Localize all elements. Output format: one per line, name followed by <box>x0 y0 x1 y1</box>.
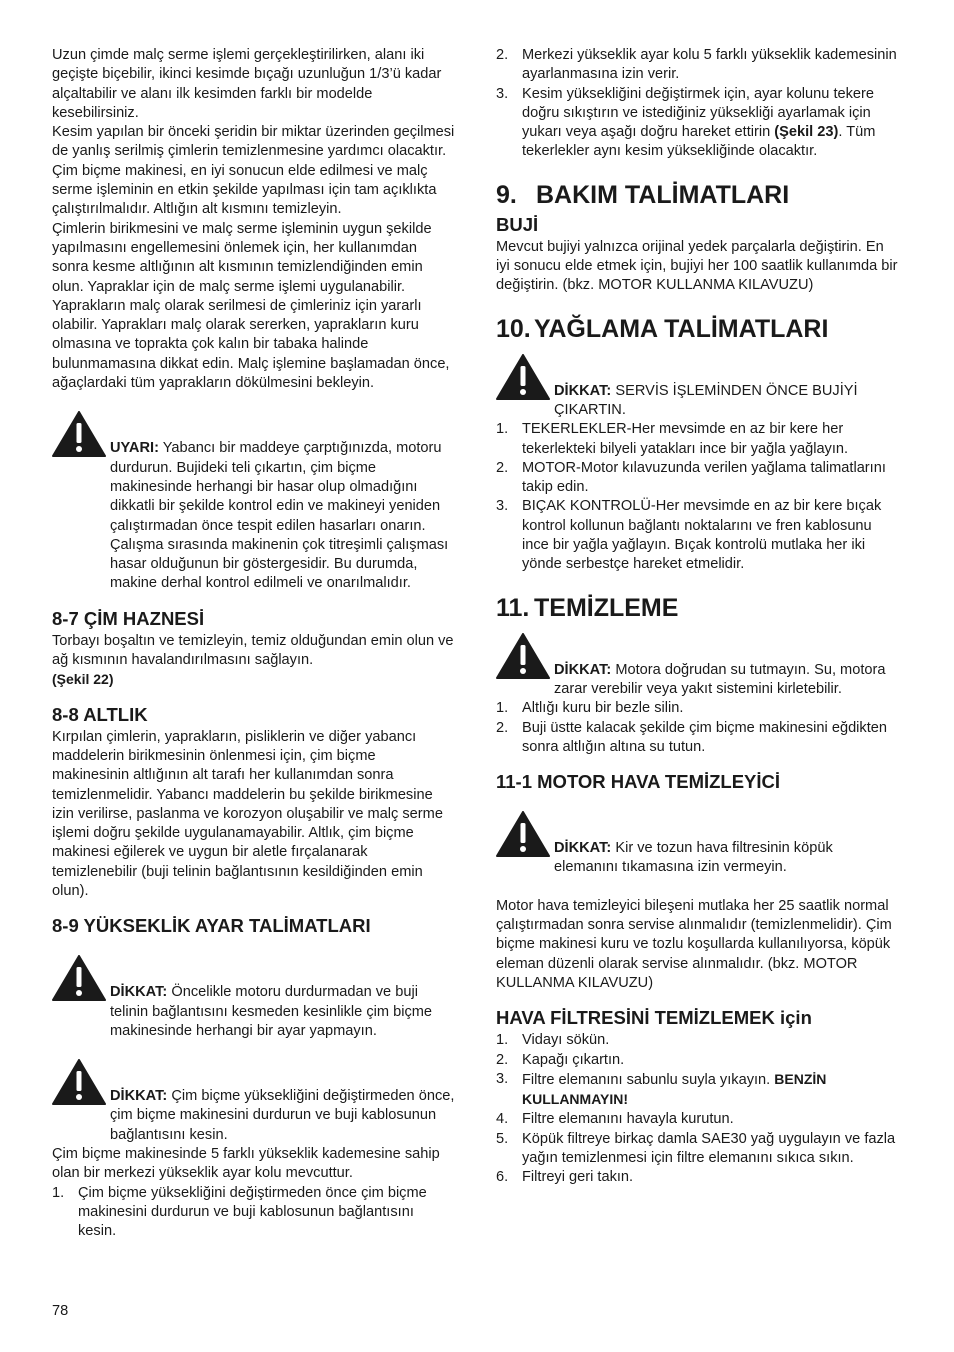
paragraph-deck: Kırpılan çimlerin, yaprakların, pisliklerin ve diğer yabancı maddelerin birikmesinin önlenmesi için, çim biçme makinesinin altlığının alt tarafı her kullanımdan sonra temizlenmelidir. Yabancı maddelerin bu şekilde birikmesine izin verilirse, paslanma ve korozyon oluşabilir ve malç serme işlemi doğru şekilde uygulanamayabilir. Altlık, çim biçme makinesi eğilerek ve uygun bir aletle fırçalanarak temizlenebilir (buji telinin bağlantısının kesildiğinden emin olun). <box>52 728 443 899</box>
warning-label: DİKKAT: <box>554 382 612 399</box>
warning-block-dikkat-2 <box>52 1059 456 1145</box>
warning-block-dikkat-4 <box>496 633 900 700</box>
warning-triangle-icon <box>52 1059 106 1105</box>
paragraph-long-grass: Uzun çimde malç serme işlemi gerçekleştirilirken, alanı iki geçişte biçebilir, ikinci kesimde bıçağı uzunluğun 1/3’ü kadar alçaltabilir ve alanı ilk kesimden farklı bir modelde kesebilirsiniz. <box>52 47 442 121</box>
filter-cleaning-list <box>496 1031 900 1187</box>
list-item: 2. Merkezi yükseklik ayar kolu 5 farklı yükseklik kademesinin ayarlanmasına izin verir. <box>496 47 897 83</box>
paragraph-air-cleaner: Motor hava temizleyici bileşeni mutlaka her 25 saatlik normal çalıştırmadan sonra servise alınmalıdır (temizlenmelidir). Çim biçme makinesi kuru ve tozlu koşullarda kullanılıyorsa, köpük eleman düzenli olarak servise alınmalıdır. (bkz. MOTOR KULLANMA KILAVUZU) <box>496 897 892 991</box>
no-petrol-warning: BENZİN KULLANMAYIN! <box>522 1070 827 1108</box>
chapter-heading-10: 10. YAĞLAMA TALİMATLARI <box>496 314 829 343</box>
height-steps-list <box>52 1184 456 1242</box>
height-steps-list-continued <box>496 46 900 162</box>
right-column <box>496 46 900 1188</box>
paragraph-leaves: Çimlerin birikmesini ve malç serme işleminin uygun şekilde yapılmasını engellemesini önlemek için, her kullanımdan sonra kesme altlığının alt kısmının temizlendiğinden emin olun. Yapraklar için de malç serme işlemi uygulanabilir. Yaprakların malç olarak serilmesi de çimleriniz için yararlı olabilir. Yaprakları malç olarak sererken, yaprakların kuru olmasına ve toprakta çok kalın bir tabaka halinde bulunmamasına dikkat edin. Malç işlemine başlamadan önce, ağaçlardaki tüm yaprakların dökülmesini bekleyin. <box>52 220 450 392</box>
section-heading-buji: BUJİ <box>496 213 539 235</box>
list-item: 2. Kapağı çıkartın. <box>496 1051 625 1068</box>
warning-block-uyari <box>52 411 456 593</box>
list-item: 3. Kesim yüksekliğini değiştirmek için, ayar kolunu tekere doğru sıkıştırın ve istediğiniz yüksekliği ayarlamak için yukarı veya aşağı doğru hareket ettirin (Şekil 23). Tüm tekerlekler aynı kesim yüksekliğinde olacaktır. <box>496 85 876 160</box>
warning-text: Yabancı bir maddeye çarptığınızda, motoru durdurun. Bujideki teli çıkartın, çim biçme makinesinde herhangi bir hasar olup olmadığını dikkatli bir şekilde kontrol edin ve makineyi yeniden çalıştırmadan önce tespit edilen hasarları onarın. Çalışma sırasında makinenin çok titreşimli çalışması hasar olduğunun bir göstergesidir. Bu durumda, makine derhal kontrol edilmeli ve onarılmalıdır. <box>110 440 449 592</box>
figure-reference: (Şekil 23) <box>774 124 839 141</box>
warning-block-dikkat-3 <box>496 354 900 421</box>
paragraph-grass-bag: Torbayı boşaltın ve temizleyin, temiz olduğundan emin olun ve ağ kısmının havalandırılmasını sağlayın. <box>52 632 454 669</box>
warning-triangle-icon <box>52 411 106 457</box>
warning-block-dikkat-5 <box>496 811 900 878</box>
warning-text: Kir ve tozun hava filtresinin köpük elemanını tıkamasına izin vermeyin. <box>554 840 833 876</box>
paragraph-spark-plug: Mevcut bujiyi yalnızca orijinal yedek parçalarla değiştirin. En iyi sonucu elde etmek için, bujiyi her 100 saatlik kullanımda bir değiştirin. (bkz. MOTOR KULLANMA KILAVUZU) <box>496 238 898 294</box>
warning-text: Öncelikle motoru durdurmadan ve buji telinin bağlantısını kesmeden kesinlikle çim biçme makinesinde herhangi bir ayar yapmayın. <box>110 984 433 1039</box>
warning-label: UYARI: <box>110 440 159 457</box>
section-heading-filter-cleaning: HAVA FİLTRESİNİ TEMİZLEMEK için <box>496 1007 812 1029</box>
page-number: 78 <box>52 1303 69 1319</box>
chapter-heading-9: 9. BAKIM TALİMATLARI <box>496 180 790 209</box>
warning-label: DİKKAT: <box>110 984 168 1001</box>
warning-triangle-icon <box>496 811 550 857</box>
cleaning-list <box>496 699 900 757</box>
warning-label: DİKKAT: <box>554 840 612 857</box>
list-item: 1. Vidayı sökün. <box>496 1032 610 1049</box>
list-item: 6. Filtreyi geri takın. <box>496 1169 634 1186</box>
list-item: 1. Altlığı kuru bir bezle silin. <box>496 700 684 717</box>
section-heading-8-9: 8-9 YÜKSEKLİK AYAR TALİMATLARI <box>52 915 371 937</box>
warning-triangle-icon <box>52 955 106 1001</box>
list-item: 4. Filtre elemanını havayla kurutun. <box>496 1111 734 1128</box>
list-item: 2. Buji üstte kalacak şekilde çim biçme makinesini eğdikten sonra altlığın altına su tutun. <box>496 719 888 755</box>
list-item: 3. Filtre elemanını sabunlu suyla yıkayın. BENZİN KULLANMAYIN! <box>496 1070 827 1108</box>
section-heading-11-1: 11-1 MOTOR HAVA TEMİZLEYİCİ <box>496 771 781 793</box>
warning-block-dikkat-1 <box>52 955 456 1041</box>
warning-text: Çim biçme yüksekliğini değiştirmeden önce, çim biçme makinesini durdurun ve buji kablosunun bağlantısını kesin. <box>110 1088 455 1143</box>
section-heading-8-7: 8-7 ÇİM HAZNESİ <box>52 607 205 629</box>
warning-triangle-icon <box>496 354 550 400</box>
warning-text: Motora doğrudan su tutmayın. Su, motora zarar verebilir veya yakıt sistemini kirletebilir. <box>554 661 886 697</box>
warning-triangle-icon <box>496 633 550 679</box>
list-item: 1. Çim biçme yüksekliğini değiştirmeden önce çim biçme makinesini durdurun ve buji kablosunun bağlantısını kesin. <box>52 1184 427 1240</box>
paragraph-height-lever: Çim biçme makinesinde 5 farklı yükseklik kademesine sahip olan bir merkezi yükseklik ayar kolu mevcuttur. <box>52 1146 440 1182</box>
warning-label: DİKKAT: <box>554 661 612 678</box>
lubrication-list <box>496 420 900 574</box>
figure-reference: (Şekil 22) <box>52 671 114 688</box>
section-heading-8-8: 8-8 ALTLIK <box>52 703 148 725</box>
list-item: 2. MOTOR-Motor kılavuzunda verilen yağlama talimatlarını takip edin. <box>496 459 886 496</box>
list-item: 1. TEKERLEKLER-Her mevsimde en az bir kere her tekerlekteki bilyeli yatakları ince bir yağla yağlayın. <box>496 421 849 457</box>
warning-label: DİKKAT: <box>110 1088 168 1105</box>
paragraph-overlap: Kesim yapılan bir önceki şeridin bir miktar üzerinden geçilmesi de yanlış serilmiş çimlerin temizlenmesine yardımcı olacaktır. Çim biçme makinesi, en iyi sonucun elde edilmesi ve malç serme işleminin en etkin şekilde yapılması için tam açıklıkta çalıştırılmalıdır. Altlığın alt kısmını temizleyin. <box>52 124 455 218</box>
list-item: 5. Köpük filtreye birkaç damla SAE30 yağ uygulayın ve fazla yağın temizlenmesi için filtre elemanını sıkıca sıkın. <box>496 1130 896 1166</box>
chapter-heading-11: 11. TEMİZLEME <box>496 593 679 622</box>
list-item: 3. BIÇAK KONTROLÜ-Her mevsimde en az bir kere bıçak kontrol kollunun bağlantı noktalarını ve fren kablosunu ince bir yağla yağlayın. Bıçak kontrolü mutlaka her iki yönde serbestçe hareket etmelidir. <box>496 498 882 573</box>
left-column <box>52 46 456 1242</box>
warning-text: SERVİS İŞLEMİNDEN ÖNCE BUJİYİ ÇIKARTIN. <box>554 382 858 418</box>
